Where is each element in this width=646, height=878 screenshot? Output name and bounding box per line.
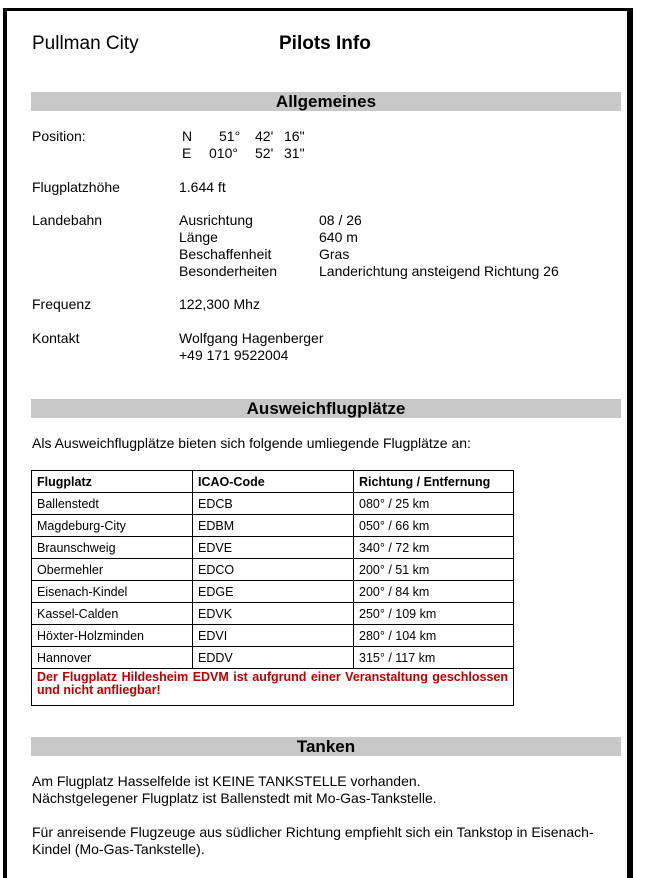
icao-cell: EDVE [193, 537, 354, 559]
latitude-degrees: 51° [219, 128, 241, 144]
icao-cell: EDGE [193, 581, 354, 603]
direction-distance-cell: 080° / 25 km [354, 493, 514, 515]
direction-distance-cell: 050° / 66 km [354, 515, 514, 537]
airfield-cell: Kassel-Calden [32, 603, 193, 625]
latitude-hemisphere: N [182, 128, 193, 144]
latitude-seconds: 16" [284, 128, 305, 144]
icao-cell: EDVK [193, 603, 354, 625]
document-page [3, 8, 633, 878]
alternates-table [31, 470, 514, 706]
table-row [32, 581, 514, 603]
table-row [32, 647, 514, 669]
runway-label: Landebahn [32, 212, 103, 228]
fuel-info-line: Nächstgelegener Flugplatz ist Ballenstedt mit Mo-Gas-Tankstelle. [32, 790, 437, 806]
alternates-intro: Als Ausweichflugplätze bieten sich folgende umliegende Flugplätze an: [32, 435, 471, 451]
position-label: Position: [32, 128, 86, 144]
longitude-seconds: 31" [284, 145, 305, 161]
page-title: Pilots Info [279, 33, 371, 54]
column-header: Richtung / Entfernung [354, 471, 514, 493]
airfield-cell: Braunschweig [32, 537, 193, 559]
airfield-name: Pullman City [32, 33, 139, 54]
runway-key: Länge [179, 229, 218, 245]
warning-row [32, 669, 514, 706]
direction-distance-cell: 280° / 104 km [354, 625, 514, 647]
contact-phone: +49 171 9522004 [179, 347, 289, 363]
runway-value: 08 / 26 [319, 212, 362, 228]
icao-cell: EDDV [193, 647, 354, 669]
direction-distance-cell: 340° / 72 km [354, 537, 514, 559]
contact-name: Wolfgang Hagenberger [179, 330, 324, 346]
longitude-minutes: 52' [255, 145, 274, 161]
runway-value: Landerichtung ansteigend Richtung 26 [319, 263, 559, 279]
fuel-info-line: Am Flugplatz Hasselfelde ist KEINE TANKSTELLE vorhanden. [32, 773, 421, 789]
table-row [32, 537, 514, 559]
airfield-cell: Eisenach-Kindel [32, 581, 193, 603]
column-header: Flugplatz [32, 471, 193, 493]
table-row [32, 559, 514, 581]
runway-value: Gras [319, 246, 350, 262]
table-row [32, 515, 514, 537]
fuel-recommendation: Für anreisende Flugzeuge aus südlicher Richtung empfiehlt sich ein Tankstop in Eisenach-Kindel (Mo-Gas-Tankstelle). [32, 824, 594, 857]
elevation-label: Flugplatzhöhe [32, 179, 120, 195]
airfield-cell: Ballenstedt [32, 493, 193, 515]
icao-cell: EDCB [193, 493, 354, 515]
table-header-row [32, 471, 514, 493]
longitude-degrees: 010° [209, 145, 238, 161]
direction-distance-cell: 315° / 117 km [354, 647, 514, 669]
direction-distance-cell: 200° / 51 km [354, 559, 514, 581]
table-row [32, 625, 514, 647]
runway-value: 640 m [319, 229, 358, 245]
airfield-cell: Hannover [32, 647, 193, 669]
closure-warning: Der Flugplatz Hildesheim EDVM ist aufgrund einer Veranstaltung geschlossen und nicht anfliegbar! [32, 669, 514, 706]
table-row [32, 493, 514, 515]
frequency-value: 122,300 Mhz [179, 296, 260, 312]
direction-distance-cell: 250° / 109 km [354, 603, 514, 625]
column-header: ICAO-Code [193, 471, 354, 493]
icao-cell: EDBM [193, 515, 354, 537]
latitude-minutes: 42' [255, 128, 274, 144]
runway-key: Ausrichtung [179, 212, 253, 228]
runway-key: Besonderheiten [179, 263, 278, 279]
icao-cell: EDCO [193, 559, 354, 581]
table-row [32, 603, 514, 625]
frequency-label: Frequenz [32, 296, 92, 312]
icao-cell: EDVI [193, 625, 354, 647]
airfield-cell: Höxter-Holzminden [32, 625, 193, 647]
runway-key: Beschaffenheit [179, 246, 272, 262]
contact-label: Kontakt [32, 330, 80, 346]
elevation-value: 1.644 ft [179, 179, 226, 195]
longitude-hemisphere: E [182, 145, 192, 161]
airfield-cell: Magdeburg-City [32, 515, 193, 537]
section-header-general: Allgemeines [31, 92, 621, 111]
direction-distance-cell: 200° / 84 km [354, 581, 514, 603]
section-header-alternates: Ausweichflugplätze [31, 399, 621, 418]
airfield-cell: Obermehler [32, 559, 193, 581]
section-header-fuel: Tanken [31, 737, 621, 756]
